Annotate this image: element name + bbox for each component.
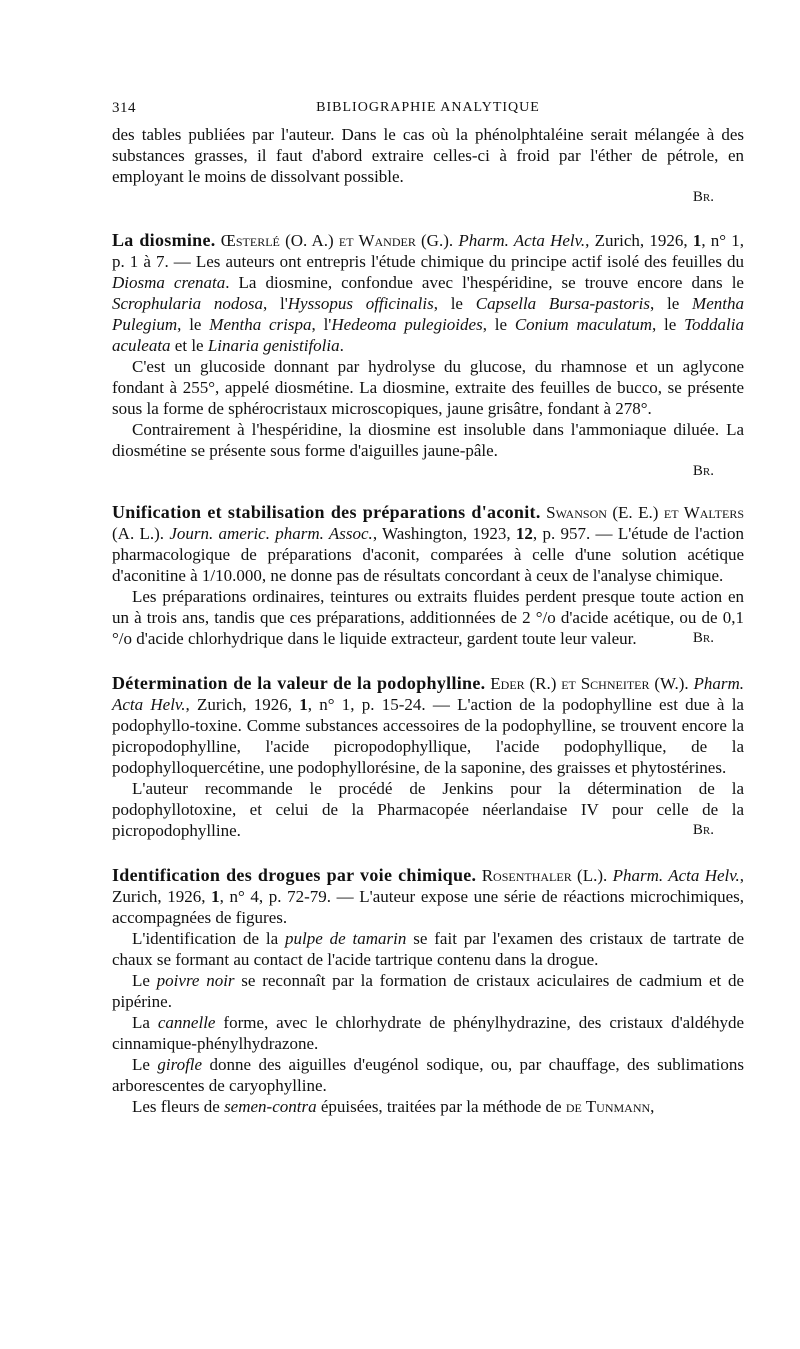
- abstract-text: se fait par l'examen des cristaux de tartrate de chaux se formant au contact de l'acide tartrique contenu dans la drogue.: [112, 929, 744, 969]
- entry-title: Détermination de la valeur de la podophylline.: [112, 673, 486, 693]
- volume-number: 12: [515, 524, 533, 543]
- entry-authors: Œsterlé (O. A.) et Wander (G.).: [220, 231, 454, 250]
- abstract-paragraph: C'est un glucoside donnant par hydrolyse du glucose, du rhamnose et un aglycone fondant à 255°, appelé diosmétine. La diosmine, extraite des feuilles de bucco, se présente sous la forme de sphérocristaux microscopiques, jaune grisâtre, fondant à 278°.: [112, 357, 744, 418]
- entry-diosmine: [112, 230, 744, 482]
- abstract-text: , le: [652, 315, 685, 334]
- abstract-text: L'auteur expose une série de réactions microchimiques, accompagnées de figures.: [112, 887, 744, 927]
- abstract-text: L'action de la podophylline est due à la podophyllo-toxine. Comme substances accessoires de la podophylline, se trouvent encore la picropodophylline, l'acide picropodophyllique, l'acide podophyllique, de la podophylloquercétine, une podophyllorésine, de la saponine, des graisses et phytostérines.: [112, 695, 744, 777]
- reference-text: , p. 957. —: [532, 524, 618, 543]
- abstract-text: L'identification de la: [132, 929, 285, 948]
- species-name: Scrophularia nodosa: [112, 294, 263, 313]
- reference-text: , Zurich, 1926,: [185, 695, 300, 714]
- abstract-text: se reconnaît par la formation de cristaux aciculaires de cadmium et de pipérine.: [112, 971, 744, 1011]
- reference-text: , n° 1, p. 1 à 7. —: [112, 231, 745, 271]
- drug-name: girofle: [157, 1055, 203, 1074]
- entry-paragraph: [112, 673, 744, 778]
- reference-text: , Zurich, 1926,: [112, 866, 745, 906]
- journal-name: Journ. americ. pharm. Assoc.: [169, 524, 373, 543]
- abstract-text: épuisées, traitées par la méthode de: [316, 1097, 566, 1116]
- abstract-text: , l': [311, 315, 332, 334]
- abstract-text: , le: [433, 294, 476, 313]
- journal-name: Pharm. Acta Helv.: [458, 231, 586, 250]
- species-name: Mentha crispa: [209, 315, 312, 334]
- entry-title: La diosmine.: [112, 230, 216, 250]
- signature: Br.: [692, 822, 714, 838]
- entry-paragraph: [112, 502, 744, 586]
- abstract-text: , le: [177, 315, 210, 334]
- abstract-text: donne des aiguilles d'eugénol sodique, ou, par chauffage, des sublimations arborescentes de caryophylline.: [112, 1055, 744, 1095]
- abstract-paragraph: [112, 1054, 744, 1096]
- reference-text: , Washington, 1923,: [372, 524, 516, 543]
- abstract-text: Le: [132, 1055, 158, 1074]
- species-name: Hedeoma pulegioides: [331, 315, 483, 334]
- species-name: Conium maculatum: [514, 315, 652, 334]
- continuation-text: des tables publiées par l'auteur. Dans le cas où la phénolphtaléine serait mélangée à des substances grasses, il faut d'abord extraire celles-ci à froid par l'éther de pétrole, en employant le moins de dissolvant possible.: [112, 125, 744, 186]
- abstract-paragraph: [112, 1096, 744, 1117]
- abstract-text: , le: [650, 294, 693, 313]
- entry-identification: [112, 865, 744, 1117]
- abstract-paragraph: [112, 928, 744, 970]
- abstract-text: .: [339, 336, 344, 355]
- abstract-text: L'auteur recommande le procédé de Jenkins pour la détermination de la podophyllotoxine, et celui de la Pharmacopée néerlandaise IV pour celle de la picropodophylline.: [112, 779, 744, 840]
- abstract-text: , l': [262, 294, 288, 313]
- entry-authors: Eder (R.) et Schneiter (W.).: [490, 674, 689, 693]
- reference-text: , n° 4, p. 72-79. —: [219, 887, 360, 906]
- page-number: 314: [112, 100, 136, 116]
- journal-name: Pharm. Acta Helv.: [612, 866, 740, 885]
- entry-authors: Rosenthaler (L.).: [481, 866, 608, 885]
- abstract-text: , le: [482, 315, 515, 334]
- abstract-paragraph: [112, 778, 744, 841]
- abstract-paragraph: Contrairement à l'hespéridine, la diosmine est insoluble dans l'ammoniaque diluée. La diosmétine se présente sous forme d'aiguilles jaune-pâle.: [112, 420, 744, 460]
- abstract-text: Le: [132, 971, 157, 990]
- species-name: Mentha Pulegium: [112, 294, 744, 334]
- abstract-text: forme, avec le chlorhydrate de phénylhydrazine, des cristaux d'aldéhyde cinnamique-phénylhydrazone.: [112, 1013, 744, 1053]
- abstract-paragraph: [112, 586, 744, 649]
- abstract-text: L'étude de l'action pharmacologique de préparations d'aconit, comparées à celle d'une solution acétique d'aconitine à 1/10.000, ne donne pas de résultats concordant à ceux de l'analyse chimique.: [112, 524, 745, 585]
- species-name: Hyssopus officinalis: [287, 294, 434, 313]
- entry-podophylline: [112, 673, 744, 841]
- drug-name: semen-contra: [224, 1097, 317, 1116]
- entry-paragraph: [112, 865, 744, 928]
- entry-aconit: [112, 502, 744, 649]
- abstract-text: Les auteurs ont entrepris l'étude chimique du principe actif isolé des feuilles du: [195, 252, 744, 271]
- reference-text: , n° 1, p. 15-24. —: [307, 695, 458, 714]
- entry-title: Unification et stabilisation des préparations d'aconit.: [112, 502, 541, 522]
- author-reference: de Tunmann: [565, 1097, 651, 1116]
- signature: Br.: [692, 189, 714, 205]
- signature: Br.: [692, 630, 714, 646]
- page-header: [112, 100, 744, 124]
- running-title: BIBLIOGRAPHIE ANALYTIQUE: [316, 100, 540, 115]
- entry-paragraph: [112, 230, 744, 356]
- abstract-text: et le: [170, 336, 208, 355]
- drug-name: pulpe de tamarin: [284, 929, 407, 948]
- reference-text: , Zurich, 1926,: [585, 231, 693, 250]
- drug-name: poivre noir: [156, 971, 235, 990]
- entry-authors: Swanson (E. E.) et Walters (A. L.).: [112, 503, 745, 543]
- volume-number: 1: [211, 887, 220, 906]
- species-name: Linaria genistifolia: [207, 336, 340, 355]
- abstract-text: ,: [650, 1097, 655, 1116]
- entry-title: Identification des drogues par voie chimique.: [112, 865, 477, 885]
- volume-number: 1: [299, 695, 308, 714]
- abstract-text: Les préparations ordinaires, teintures ou extraits fluides perdent presque toute action en un à trois ans, tandis que ces préparations, additionnées de 2 °/o d'acide acétique, ou de 0,1 °/o d'acide chlorhydrique dans le liquide extracteur, gardent toute leur valeur.: [112, 587, 744, 648]
- journal-name: Pharm. Acta Helv.: [112, 674, 744, 714]
- species-name: Capsella Bursa-pastoris: [475, 294, 651, 313]
- abstract-text: La: [132, 1013, 158, 1032]
- signature: Br.: [692, 463, 714, 479]
- species-name: Diosma crenata: [112, 273, 226, 292]
- abstract-paragraph: [112, 1012, 744, 1054]
- species-name: Toddalia aculeata: [112, 315, 744, 355]
- abstract-text: Les fleurs de: [132, 1097, 225, 1116]
- volume-number: 1: [692, 231, 702, 250]
- drug-name: cannelle: [157, 1013, 216, 1032]
- abstract-paragraph: [112, 970, 744, 1012]
- journal-page: [112, 100, 744, 1117]
- abstract-text: . La diosmine, confondue avec l'hespéridine, se trouve encore dans le: [225, 273, 744, 292]
